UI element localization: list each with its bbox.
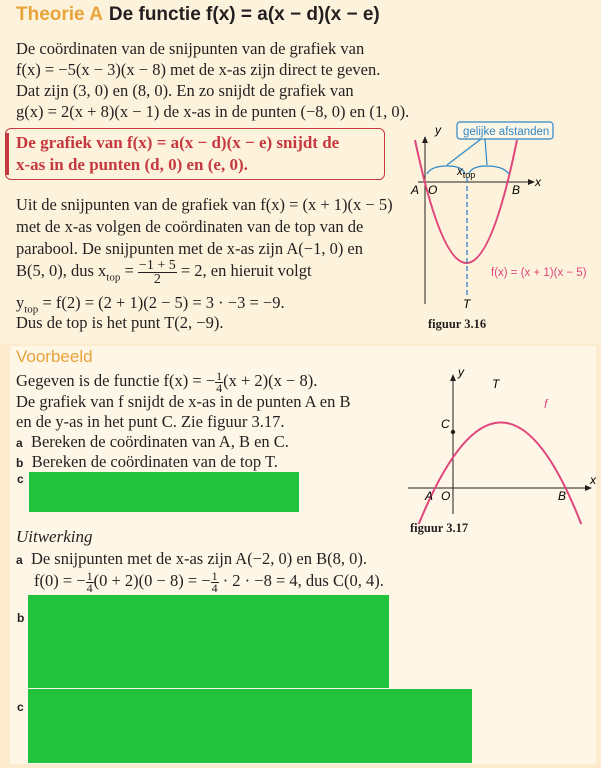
rule-text [16,132,339,176]
body-line-6: Dus de top is het punt T(2, −9). [16,313,224,332]
fig317-y-label: y [458,365,464,379]
fig316-xtop: $x_{top}$ [457,166,476,180]
figure-3-17 [404,364,601,524]
fig317-point-B: B [558,489,567,503]
body-line-5: $y_{top} = f(2) = (2 + 1)(2 - 5) = 3 \cdot -3 = -9$. [16,293,285,316]
fig317-point-A: A [425,489,434,503]
rule-line-1: De grafiek van f(x) = a(x − d)(x − e) snijdt de [16,133,340,152]
fig316-caption: figuur 3.16 [428,317,487,331]
fig316-origin: O [428,183,438,197]
fig317-caption: figuur 3.17 [410,521,469,535]
example-line-2: De grafiek van f snijdt de x-as in de punten A en B [16,392,351,411]
fig316-top-T: T [463,297,471,311]
solution-title: Uitwerking [16,527,93,546]
xtop-fraction: $\frac{-1 + 5}{2}$ [138,257,176,287]
intro-line-3: Dat zijn (3, 0) en (8, 0). En zo snijdt de grafiek van [16,81,354,100]
body-line-1: Uit de snijpunten van de grafiek van f(x) = (x + 1)(x − 5) [16,195,393,214]
intro-line-2: f(x) = −5(x − 3)(x − 8) met de x-as zijn direct te geven. [16,60,381,79]
rule-line-2: x-as in de punten (d, 0) en (e, 0). [16,155,248,174]
solution-b-label: b [17,611,25,625]
figure-3-16 [385,118,601,318]
example-line-3: en de y-as in het punt C. Zie figuur 3.17. [16,412,285,431]
body-line-2: met de x-as volgen de coördinaten van de top van de [16,217,364,236]
fig316-func-label: f(x) = (x + 1)(x − 5) [491,267,587,279]
solution-a-line-2: f(0) = − $\frac{1}{4}$ (0 + 2)(0 − 8) = − $\frac{1}{4}$ · 2 · −8 = 4, dus C(0, 4). [34,568,384,595]
intro-line-1: De coördinaten van de snijpunten van de grafiek van [16,39,365,58]
fig317-top-T: T [492,377,500,391]
redacted-question-c [29,472,299,512]
body-line-4: B(5, 0), dus $x_{top}$ = $\frac{-1 + 5}{2}$ = 2, en hieruit volgt [16,257,312,287]
fig316-callout: gelijke afstanden [463,126,550,138]
solution-c-label: c [17,700,24,714]
fig316-y-label: y [435,123,441,137]
question-c-label: c [17,472,24,486]
redacted-solution-b [28,595,389,688]
fig317-point-C: C [441,417,450,431]
theory-title: De functie f(x) = a(x − d)(x − e) [108,4,380,25]
fig316-parabola [415,140,517,263]
fig316-point-B: B [512,183,521,197]
fig317-x-label: x [590,473,596,487]
example-line-1: Gegeven is de functie f(x) = − $\frac{1}{4}$ (x + 2)(x − 8). [16,368,318,395]
question-a: a Bereken de coördinaten van A, B en C. [16,432,289,451]
body-line-3: parabool. De snijpunten met de x-as zijn A(−1, 0) en [16,239,364,258]
question-b: b Bereken de coördinaten van de top T. [16,452,278,471]
redacted-solution-c [28,689,472,763]
example-fraction: $\frac{1}{4}$ [216,368,223,395]
intro-line-4: g(x) = 2(x + 8)(x − 1) de x-as in de punten (−8, 0) en (1, 0). [16,102,410,121]
theory-prefix: Theorie A [16,4,103,25]
fig316-x-label: x [535,175,541,189]
fig316-point-A: A [411,183,420,197]
solution-a-line-1: a De snijpunten met de x-as zijn A(−2, 0) en B(8, 0). [16,549,367,568]
fig317-origin: O [441,489,451,503]
fig317-f-label: f [544,397,548,411]
fig317-parabola [414,422,582,524]
example-title: Voorbeeld [16,347,93,366]
section-title [16,4,380,26]
